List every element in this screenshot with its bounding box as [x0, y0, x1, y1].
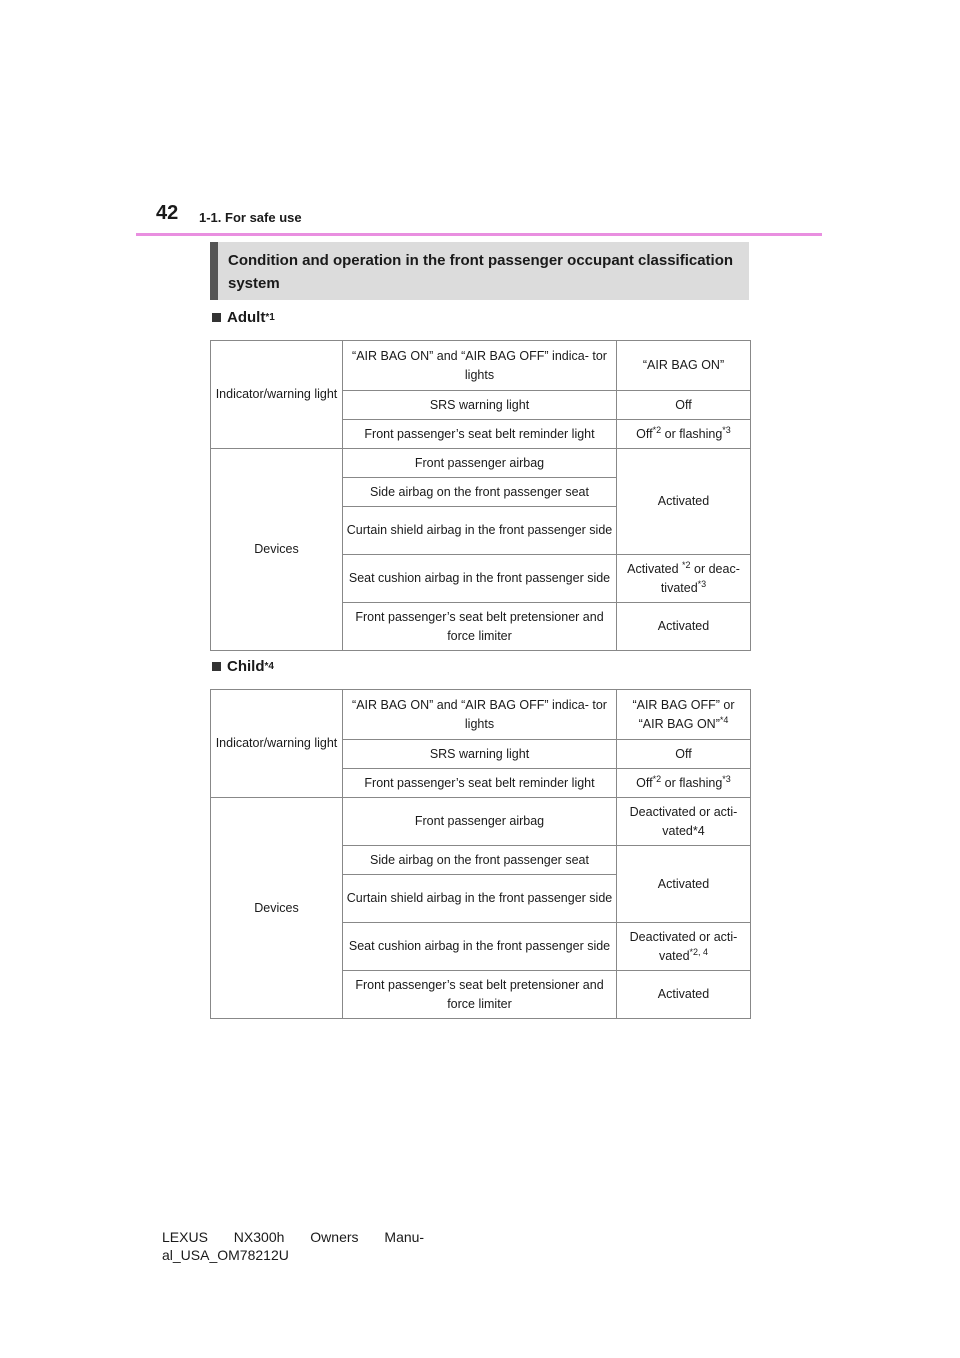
devices-label: Devices [211, 798, 343, 1019]
row-item: “AIR BAG ON” and “AIR BAG OFF” indica- tor lights [343, 341, 617, 391]
adult-table [210, 340, 751, 651]
banner-line-1: Condition and operation in the front passenger occupant classification [228, 252, 734, 269]
row-item: Side airbag on the front passenger seat [343, 478, 617, 507]
row-item: Front passenger’s seat belt pretensioner and force limiter [343, 971, 617, 1019]
child-table [210, 689, 751, 1019]
group-status: Activated [617, 449, 751, 555]
row-status: Off [617, 391, 751, 420]
adult-heading-text: Adult [227, 309, 266, 326]
row-item: Seat cushion airbag in the front passenger side [343, 555, 617, 603]
row-item: Side airbag on the front passenger seat [343, 846, 617, 875]
row-item: Front passenger’s seat belt pretensioner and force limiter [343, 603, 617, 651]
footer-line-1: LEXUS NX300h Owners Manu- [162, 1229, 425, 1245]
header-rule [136, 233, 822, 236]
child-heading-text: Child [227, 658, 265, 675]
indicator-label: Indicator/warning light [211, 341, 343, 449]
indicator-label: Indicator/warning light [211, 690, 343, 798]
table-row [211, 690, 751, 740]
row-item: Front passenger airbag [343, 449, 617, 478]
row-status: Activated [617, 971, 751, 1019]
row-status: Deactivated or acti- vated*4 [617, 798, 751, 846]
footer-line-2: al_USA_OM78212U [162, 1247, 289, 1263]
footer-text [162, 1228, 424, 1264]
row-item: Curtain shield airbag in the front passenger side [343, 507, 617, 555]
row-item: Front passenger’s seat belt reminder light [343, 769, 617, 798]
section-title: 1-1. For safe use [199, 210, 302, 225]
square-bullet-icon [212, 662, 221, 671]
group-status: Activated [617, 846, 751, 923]
table-row [211, 798, 751, 846]
row-status: Deactivated or acti- vated$^{*2, 4}$ [617, 923, 751, 971]
condition-banner [210, 242, 749, 300]
row-item: “AIR BAG ON” and “AIR BAG OFF” indica- tor lights [343, 690, 617, 740]
row-status: Off$^{*2}$ or flashing$^{*3}$ [617, 420, 751, 449]
devices-label: Devices [211, 449, 343, 651]
table-row [211, 341, 751, 391]
row-status: Off [617, 740, 751, 769]
table-row [211, 449, 751, 478]
row-item: Curtain shield airbag in the front passenger side [343, 875, 617, 923]
row-item: SRS warning light [343, 740, 617, 769]
row-item: Seat cushion airbag in the front passenger side [343, 923, 617, 971]
adult-heading: Adult *1 [212, 309, 275, 326]
row-status: “AIR BAG ON” [617, 341, 751, 391]
square-bullet-icon [212, 313, 221, 322]
row-status: “AIR BAG OFF” or “AIR BAG ON”$^{*4}$ [617, 690, 751, 740]
child-heading: Child *4 [212, 658, 274, 675]
page-number: 42 [156, 202, 179, 224]
row-item: Front passenger’s seat belt reminder light [343, 420, 617, 449]
row-item: SRS warning light [343, 391, 617, 420]
row-item: Front passenger airbag [343, 798, 617, 846]
banner-line-2: system [228, 275, 280, 292]
row-status: Activated $^{*2}$ or deac- tivated$^{*3}$ [617, 555, 751, 603]
row-status: Activated [617, 603, 751, 651]
row-status: Off$^{*2}$ or flashing$^{*3}$ [617, 769, 751, 798]
